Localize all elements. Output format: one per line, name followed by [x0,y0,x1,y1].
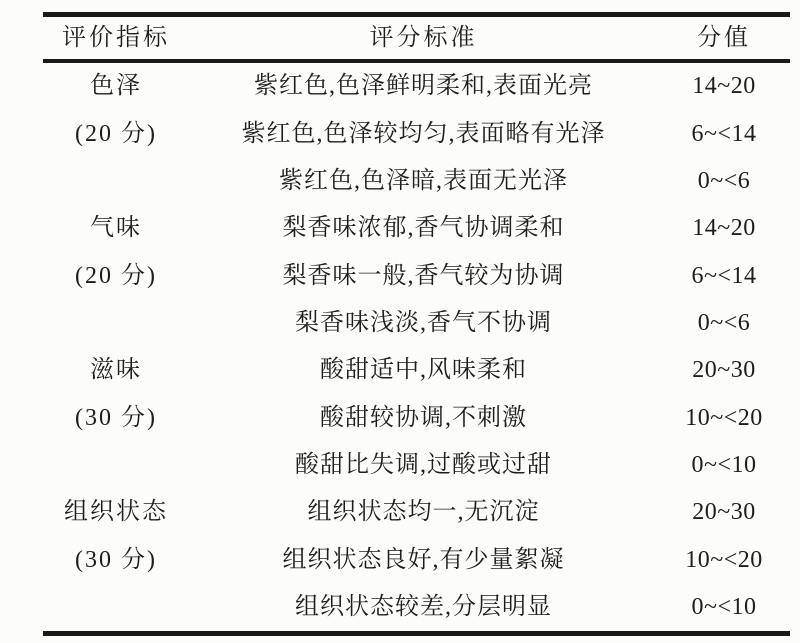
indicator-cell: 气味 [90,215,142,242]
table-row [43,442,790,489]
criteria-cell: 组织状态较差,分层明显 [295,594,552,621]
indicator-cell: (30 分) [75,404,157,431]
score-cell: 10~<20 [685,546,763,573]
criteria-cell: 梨香味浅淡,香气不协调 [295,310,552,337]
criteria-cell: 酸甜适中,风味柔和 [320,357,527,384]
table-row [43,394,790,441]
table-row [43,158,790,205]
table-row [43,347,790,394]
table-body [43,63,790,631]
criteria-cell: 酸甜较协调,不刺激 [320,404,527,431]
table-row [43,489,790,536]
table-row [43,584,790,631]
criteria-cell: 梨香味一般,香气较为协调 [282,262,565,289]
header-criteria: 评分标准 [369,24,478,51]
table-row [43,536,790,583]
indicator-cell: (20 分) [75,120,157,147]
criteria-cell: 梨香味浓郁,香气协调柔和 [282,215,565,242]
score-cell: 10~<20 [685,404,763,431]
score-cell: 6~<14 [691,120,757,147]
score-cell: 0~<10 [691,594,757,621]
score-cell: 6~<14 [691,262,757,289]
indicator-cell: (30 分) [75,546,157,573]
evaluation-table [43,12,790,636]
criteria-cell: 紫红色,色泽较均匀,表面略有光泽 [241,120,606,147]
indicator-cell: 滋味 [90,357,142,384]
criteria-cell: 紫红色,色泽暗,表面无光泽 [279,168,568,195]
indicator-cell: (20 分) [75,262,157,289]
table-row [43,205,790,252]
criteria-cell: 酸甜比失调,过酸或过甜 [295,452,552,479]
criteria-cell: 紫红色,色泽鲜明柔和,表面光亮 [254,73,593,100]
indicator-cell: 组织状态 [64,499,168,526]
header-score: 分值 [697,24,751,51]
header-indicator: 评价指标 [62,24,170,51]
table-header-row [43,17,790,59]
score-cell: 14~20 [692,215,756,242]
criteria-cell: 组织状态良好,有少量絮凝 [282,546,565,573]
score-cell: 0~<6 [697,168,751,195]
score-cell: 0~<10 [691,452,757,479]
score-cell: 20~30 [692,499,756,526]
table-row [43,110,790,157]
table-row [43,252,790,299]
table-row [43,300,790,347]
score-cell: 14~20 [692,73,756,100]
score-cell: 20~30 [692,357,756,384]
criteria-cell: 组织状态均一,无沉淀 [307,499,540,526]
table-bottom-rule [43,631,790,636]
indicator-cell: 色泽 [90,73,142,100]
table-row [43,63,790,110]
score-cell: 0~<6 [697,310,751,337]
